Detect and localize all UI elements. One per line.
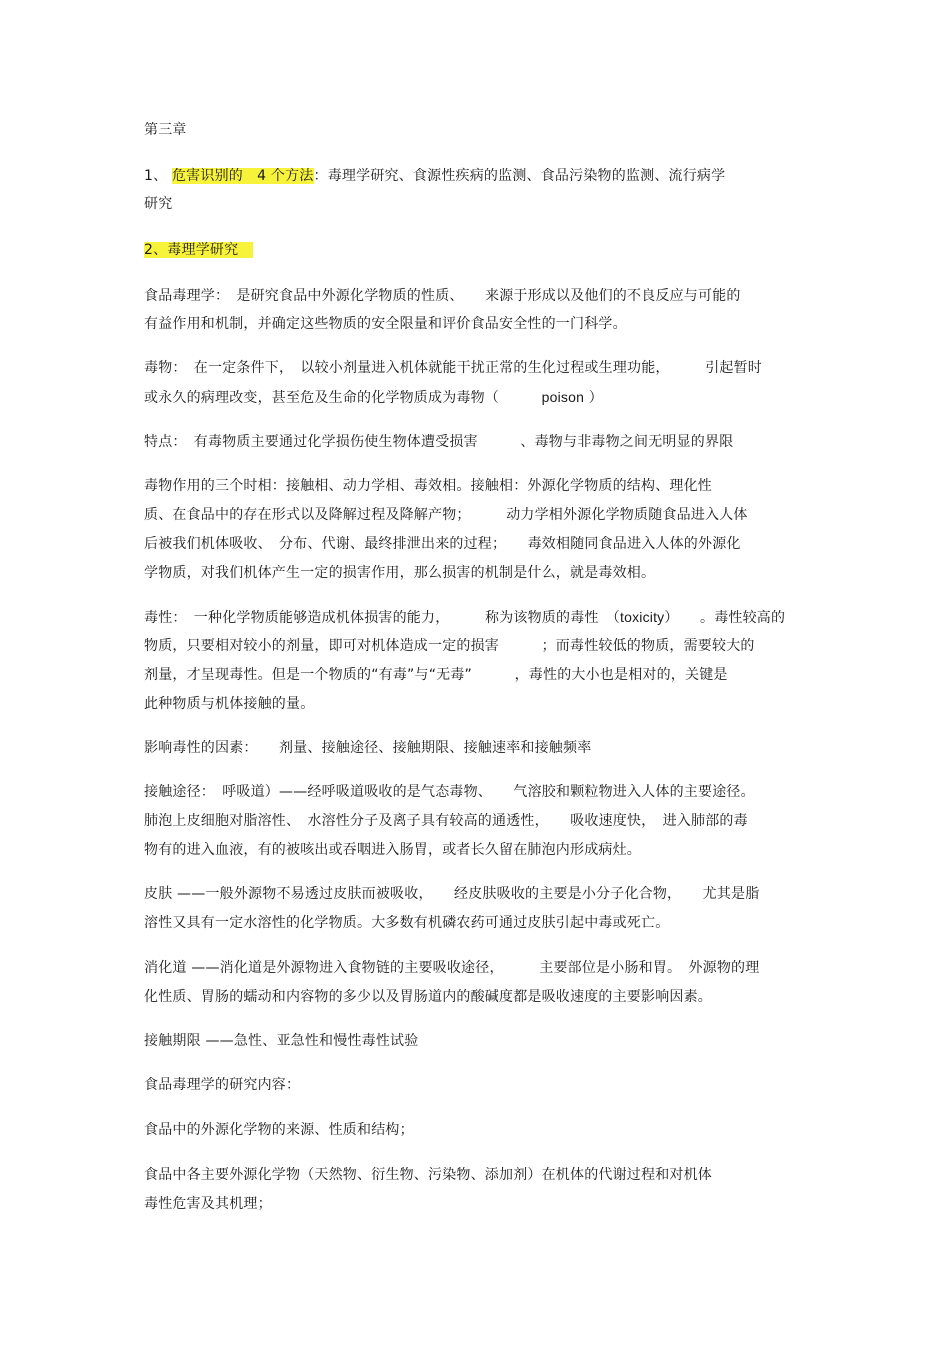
toxicity-text-rest: ） 。毒性较高的 xyxy=(664,610,786,626)
toxicity-english-term: toxicity xyxy=(620,609,665,625)
skin-line2: 溶性又具有一定水溶性的化学物质。大多数有机磷农药可通过皮肤引起中毒或死亡。 xyxy=(144,915,670,931)
digestive-line1: 消化道 ——消化道是外源物进入食物链的主要吸收途径， 主要部位是小肠和胃。 外源物的理 xyxy=(144,960,760,976)
paragraph-continuation: 研究 xyxy=(144,196,173,212)
phases-line1: 毒物作用的三个时相：接触相、动力学相、毒效相。接触相：外源化学物质的结构、理化性 xyxy=(144,478,712,494)
digestive-line2: 化性质、胃肠的蠕动和内容物的多少以及胃肠道内的酸碱度都是吸收速度的主要影响因素。 xyxy=(144,989,712,1005)
research-content-item2-line1: 食品中各主要外源化学物（天然物、衍生物、污染物、添加剂）在机体的代谢过程和对机体 xyxy=(144,1167,712,1183)
toxicity-text: 毒性： 一种化学物质能够造成机体损害的能力， 称为该物质的毒性 （ xyxy=(144,610,620,626)
research-content-item2-line2: 毒性危害及其机理； xyxy=(144,1196,272,1212)
highlighted-term: 危害识别的 4 个方法 xyxy=(171,168,314,184)
definition-poison-line1: 毒物： 在一定条件下， 以较小剂量进入机体就能干扰正常的生化过程或生理功能， 引起暂时 xyxy=(144,360,762,376)
route-line1: 接触途径： 呼吸道）——经呼吸道吸收的是气态毒物、 气溶胶和颗粒物进入人体的主要途径。 xyxy=(144,784,755,800)
toxicity-line2: 物质，只要相对较小的剂量，即可对机体造成一定的损害 ；而毒性较低的物质，需要较大的 xyxy=(144,638,755,654)
poison-paren: ） xyxy=(584,390,603,406)
route-line3: 物有的进入血液，有的被咳出或吞咽进入肠胃，或者长久留在肺泡内形成病灶。 xyxy=(144,842,641,858)
poison-text: 或永久的病理改变，甚至危及生命的化学物质成为毒物（ xyxy=(144,390,542,406)
features-line: 特点： 有毒物质主要通过化学损伤使生物体遭受损害 、毒物与非毒物之间无明显的界限 xyxy=(144,434,734,450)
toxicity-line1 xyxy=(144,607,785,628)
item-text: ：毒理学研究、食源性疾病的监测、食品污染物的监测、流行病学 xyxy=(313,168,726,184)
paragraph-hazard-identification xyxy=(144,166,725,186)
highlighted-heading: 2、毒理学研究 xyxy=(144,242,253,258)
phases-line3: 后被我们机体吸收、 分布、代谢、最终排泄出来的过程； 毒效相随同食品进入人体的外源化 xyxy=(144,536,741,552)
toxicity-line3: 剂量，才呈现毒性。但是一个物质的“有毒”与“无毒” ，毒性的大小也是相对的，关键是 xyxy=(144,667,728,683)
factors-line: 影响毒性的因素： 剂量、接触途径、接触期限、接触速率和接触频率 xyxy=(144,740,592,756)
section-heading-toxicology xyxy=(144,240,253,260)
definition-food-toxicology-line2: 有益作用和机制，并确定这些物质的安全限量和评价食品安全性的一门科学。 xyxy=(144,316,627,332)
research-content-title: 食品毒理学的研究内容： xyxy=(144,1077,301,1093)
chapter-heading: 第三章 xyxy=(144,122,187,138)
definition-poison-line2 xyxy=(144,387,603,408)
toxicity-line4: 此种物质与机体接触的量。 xyxy=(144,696,315,712)
duration-line: 接触期限 ——急性、亚急性和慢性毒性试验 xyxy=(144,1033,419,1049)
phases-line2: 质、在食品中的存在形式以及降解过程及降解产物； 动力学相外源化学物质随食品进入人体 xyxy=(144,507,748,523)
item-number: 1、 xyxy=(144,168,172,184)
route-line2: 肺泡上皮细胞对脂溶性、 水溶性分子及离子具有较高的通透性， 吸收速度快， 进入肺部的毒 xyxy=(144,813,748,829)
definition-food-toxicology-line1: 食品毒理学： 是研究食品中外源化学物质的性质、 来源于形成以及他们的不良反应与可能的 xyxy=(144,288,741,304)
phases-line4: 学物质，对我们机体产生一定的损害作用，那么损害的机制是什么，就是毒效相。 xyxy=(144,565,656,581)
poison-english-term: poison xyxy=(541,389,585,405)
skin-line1: 皮肤 ——一般外源物不易透过皮肤而被吸收， 经皮肤吸收的主要是小分子化合物， 尤其是脂 xyxy=(144,886,760,902)
research-content-item1: 食品中的外源化学物的来源、性质和结构； xyxy=(144,1122,414,1138)
